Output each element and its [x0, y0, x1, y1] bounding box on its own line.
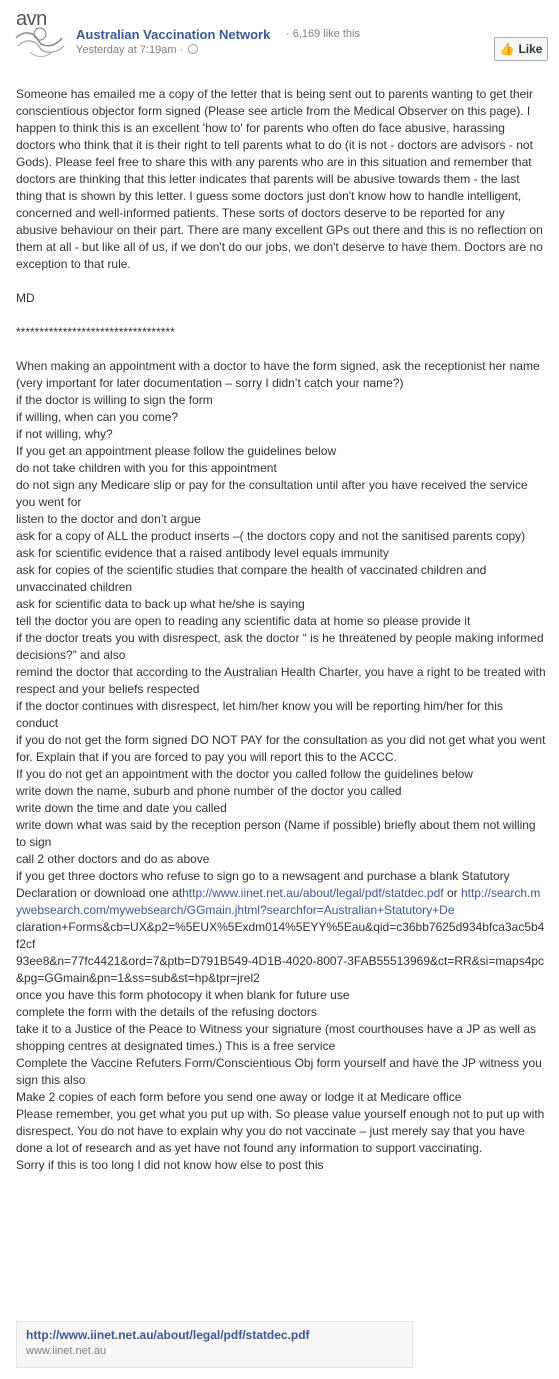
guideline-line: if not willing, why? — [16, 427, 113, 441]
url-continuation-2: 93ee8&n=77fc4421&ord=7&ptb=D791B549-4D1B-4020-8007-3FAB55513969&ct=RR&si=maps4pc&pg=GGmain&pn=1&ss=sub&st=hp&tpr=jrel2 — [16, 954, 545, 985]
like-button-label: Like — [518, 42, 543, 56]
declaration-line — [16, 885, 546, 919]
link-attachment[interactable] — [16, 1321, 413, 1368]
guidelines-list-a — [16, 358, 549, 885]
declaration-prefix: Declaration or download one at — [16, 886, 183, 900]
url-continuation-1: claration+Forms&cb=UX&p2=%5EUX%5Exdm014%5EYY%5Eau&qid=c36bb7625d934bfca3ac5b4f2cf — [16, 920, 545, 951]
guideline-line: Please remember, you get what you put up with. So please value yourself enough not to put up with disrespect. You do not have to explain why you do not vaccinate – just merely say that you have done a lot of research and as yet have not found any information to support vaccinating. — [16, 1107, 548, 1155]
post-header — [0, 0, 559, 64]
guideline-line: if the doctor is willing to sign the form — [16, 393, 213, 407]
guideline-line: ask for a copy of ALL the product inserts –( the doctors copy and not the sanitised parents copy) — [16, 529, 526, 543]
guideline-line: listen to the doctor and don’t argue — [16, 512, 201, 526]
mywebsearch-link[interactable]: http://search.mywebsearch.com/mywebsearch/GGmain.jhtml?searchfor=Australian+Statutory+De — [16, 886, 541, 917]
avatar-logo-text: avn — [16, 8, 47, 30]
guideline-line: call 2 other doctors and do as above — [16, 852, 210, 866]
avatar[interactable] — [10, 8, 70, 64]
post-meta — [76, 44, 198, 56]
guideline-line: if the doctor continues with disrespect, let him/her know you will be reporting him/her for this conduct — [16, 699, 507, 730]
post-body — [16, 86, 549, 1174]
guidelines-list-b — [16, 987, 546, 1174]
guideline-line: When making an appointment with a doctor to have the form signed, ask the receptionist her name (very important for later documentation – sorry I didn’t catch your name?) — [16, 359, 543, 390]
guideline-line: sign this also — [16, 1073, 86, 1087]
guideline-line: Complete the Vaccine Refuters Form/Conscientious Obj form yourself and have the JP witness you — [16, 1056, 542, 1070]
guideline-line: take it to a Justice of the Peace to Witness your signature (most courthouses have a JP as well as — [16, 1022, 537, 1036]
guideline-line: if willing, when can you come? — [16, 410, 179, 424]
attachment-domain: www.iinet.net.au — [26, 1345, 107, 1357]
guideline-line: write down what was said by the reception person (Name if possible) briefly about them not willing — [16, 818, 536, 832]
guideline-line: If you do not get an appointment with the doctor you called follow the guidelines below — [16, 767, 473, 781]
guideline-line: Make 2 copies of each form before you send one away or lodge it at Medicare office — [16, 1090, 462, 1104]
intro-paragraph: Someone has emailed me a copy of the letter that is being sent out to parents wanting to get their conscientious objector form signed (Please see article from the Medical Observer on this page). I happen to think this is an excellent 'how to' for parents who often do face abusive, harassing doctors who think that it is their right to tell parents what to do (it is not - doctors are advisors - not Gods). Please feel free to share this with any parents who are in this situation and remember that doctors are thinking that this letter indicates that parents will be abusive towards them - the last thing that is shown by this letter. I guess some doctors just don't know how to handle intelligent, concerned and well-informed patients. These sorts of doctors deserve to be reported for any abusive behaviour on their part. There are many excellent GPs out there and this is no reflection on them at all - but like all of us, if we don't do our jobs, we don't deserve to have them. Doctors are no exception to that rule. — [16, 87, 547, 271]
guideline-line: if you get three doctors who refuse to sign go to a newsagent and purchase a blank Statutory — [16, 869, 510, 883]
declaration-mid: or — [443, 886, 461, 900]
guideline-line: remind the doctor that according to the Australian Health Charter, you have a right to be treated with respect and your beliefs respected — [16, 665, 549, 696]
guideline-line: ask for scientific evidence that a raised antibody level equals immunity — [16, 546, 389, 560]
signature: MD — [16, 291, 35, 305]
guideline-line: if the doctor treats you with disrespect, ask the doctor “ is he threatened by people making informed decisions?” and also — [16, 631, 547, 662]
guideline-line: write down the name, suburb and phone number of the doctor you called — [16, 784, 402, 798]
globe-icon — [188, 44, 198, 54]
statdec-link[interactable]: http://www.iinet.net.au/about/legal/pdf/statdec.pdf — [182, 886, 444, 900]
guideline-line: if you do not get the form signed DO NOT PAY for the consultation as you did not get what you went for. Explain that if you are forced to pay you will report this to the ACCC. — [16, 733, 549, 764]
attachment-title-link[interactable]: http://www.iinet.net.au/about/legal/pdf/statdec.pdf — [26, 1328, 310, 1342]
thumbs-up-icon: 👍 — [499, 42, 515, 56]
guideline-line: write down the time and date you called — [16, 801, 227, 815]
guideline-line: ask for copies of the scientific studies that compare the health of vaccinated children and unvaccinated children — [16, 563, 490, 594]
guideline-line: ask for scientific data to back up what he/she is saying — [16, 597, 305, 611]
guideline-line: tell the doctor you are open to reading any scientific data at home so please provide it — [16, 614, 471, 628]
like-button[interactable] — [494, 37, 548, 61]
guideline-line: shopping centres at designated times.) This is a free service — [16, 1039, 336, 1053]
divider-line: ********************************** — [16, 325, 175, 339]
post-timestamp[interactable]: Yesterday at 7:19am · — [76, 44, 184, 56]
guideline-line: If you get an appointment please follow the guidelines below — [16, 444, 337, 458]
page-likes-count: · 6,169 like this — [286, 28, 360, 40]
guideline-line: do not take children with you for this appointment — [16, 461, 277, 475]
page-name-link[interactable]: Australian Vaccination Network — [76, 27, 271, 42]
guideline-line: complete the form with the details of the refusing doctors — [16, 1005, 317, 1019]
guideline-line: once you have this form photocopy it when blank for future use — [16, 988, 350, 1002]
guideline-line: Sorry if this is too long I did not know how else to post this — [16, 1158, 324, 1172]
guideline-line: do not sign any Medicare slip or pay for the consultation until after you have received the service you went for — [16, 478, 531, 509]
guideline-line: to sign — [16, 835, 52, 849]
avn-logo-icon — [10, 8, 68, 60]
